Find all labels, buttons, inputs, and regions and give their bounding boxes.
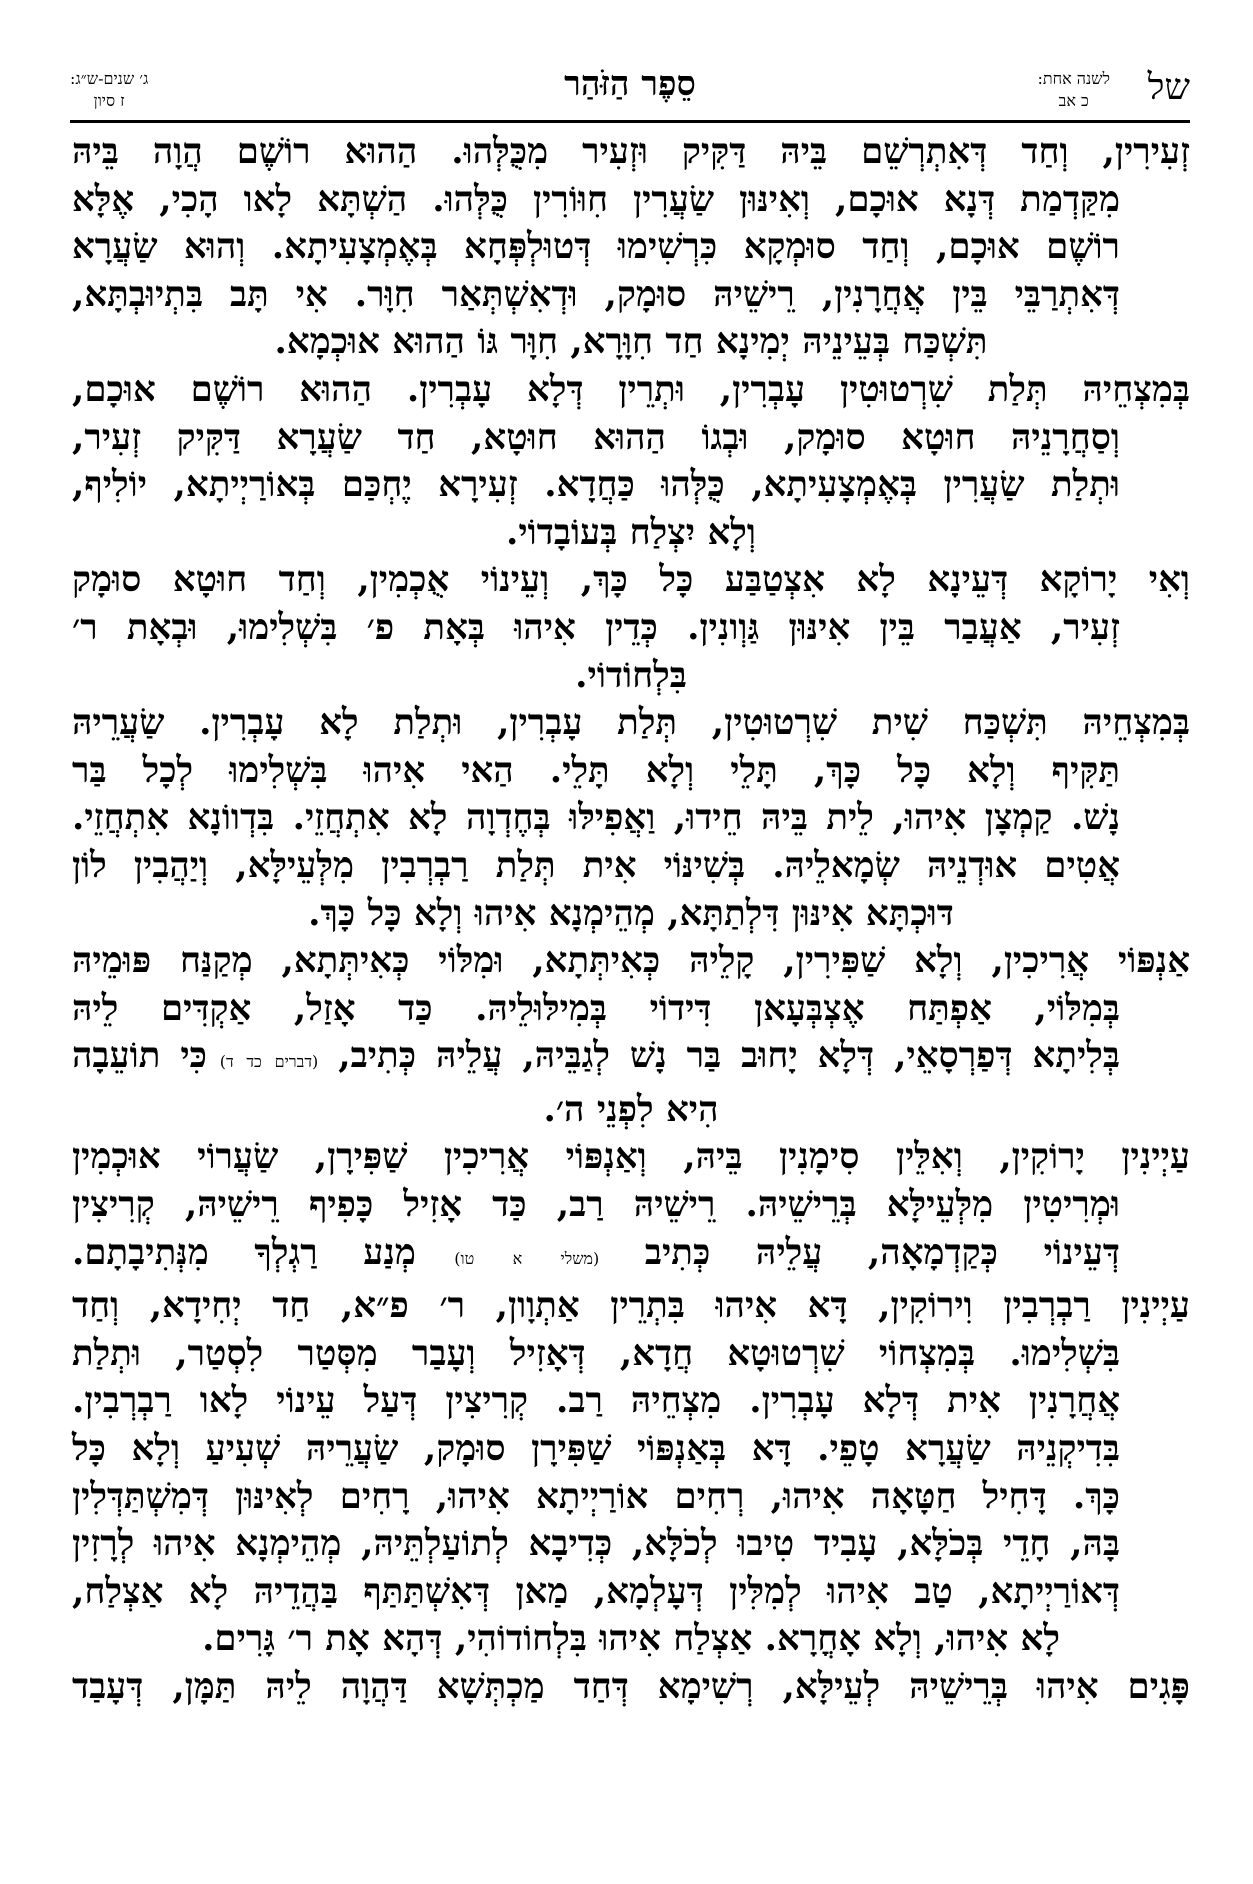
line-text: תַּקִּיף וְלָא כָּל כָּךְ, תָּלֵי וְלָא תָּלֵי. הַאי אִיהוּ בִּשְׁלִימוּ לְכָל בַּר xyxy=(72,749,1120,791)
text-line xyxy=(72,1086,1190,1134)
line-text: זְעִיר, אַעֲבַר בֵּין אִינּוּן גַּוְונִין. כְּדֵין אִיהוּ בְּאָת פ׳ בִּשְׁלִימוּ, וּבְאָת ר׳ xyxy=(72,606,1120,648)
text-line xyxy=(72,652,1190,700)
text-line xyxy=(72,223,1190,271)
text-body xyxy=(72,128,1190,1711)
book-title: סֵפֶר הַזֹּהַר xyxy=(564,64,696,104)
text-line xyxy=(72,414,1190,462)
text-line xyxy=(72,1229,1190,1283)
paragraph xyxy=(72,366,1190,556)
line-text: זְעִירִין, וְחַד דְּאִתְרְשֵׁם בֵּיהּ דַּקִּיק וּזְעִיר מִכֻּלְּהוּ. הַהוּא רוֹשֶׁם הֲוָה בֵּיהּ xyxy=(72,131,1190,172)
line-text: וְלָא יִצְלַח בְּעוֹבָדוֹי. xyxy=(506,511,756,553)
page-header xyxy=(70,60,1190,123)
header-corner-label: של xyxy=(1147,67,1190,108)
scripture-reference: (דברים כד ד) xyxy=(207,1052,319,1072)
paragraph xyxy=(72,937,1190,1133)
line-text: וּמְרִיטִין מִלְּעֵילָּא בְּרֵישֵׁיהּ. רֵישֵׁיהּ רַב, כַּד אָזִיל כָּפִיף רֵישֵׁיהּ, קְרִיצִין xyxy=(72,1184,1120,1226)
text-line xyxy=(72,1520,1190,1568)
text-line xyxy=(72,1032,1190,1086)
text-line xyxy=(72,1181,1190,1229)
line-text: דְּעֵינוֹי כְּקַדְמָאָה, עֲלֵיהּ כְּתִיב xyxy=(599,1231,1120,1273)
line-text: אֲחֲרָנִין אִית דְּלָא עָבְרִין. מִצְחֵיהּ רַב. קְרִיצִין דְּעַל עֵינוֹי לָאו רַבְרְבִין. xyxy=(72,1380,1120,1422)
text-line xyxy=(72,1330,1190,1378)
line-text: דְּאִתְרַבֵּי בֵּין אֲחֲרָנִין, רֵישֵׁיהּ סוּמָק, וּדְאִשְׁתְּאַר חִוָּר. אִי תָּב בִּתְיוּבְתָּא, xyxy=(72,273,1120,315)
text-line xyxy=(72,271,1190,319)
schedule-label: לשנה אחת: xyxy=(1037,69,1110,88)
paragraph xyxy=(72,1133,1190,1282)
schedule-date: כ אב xyxy=(1058,91,1089,110)
text-line xyxy=(72,176,1190,224)
text-line xyxy=(72,366,1190,414)
line-text: בְּמִצְחֵיהּ תְּלַת שִׁרְטוּטִין עָבְרִין, וּתְרֵין דְּלָא עָבְרִין. הַהוּא רוֹשֶׁם אוּכָם, xyxy=(72,368,1190,410)
study-schedule-three-years xyxy=(70,68,148,112)
line-text: עַיְינִין רַבְרְבִין וִירוֹקִין, דָּא אִיהוּ בִּתְרֵין אַתְוָון, ר׳ פ״א, חַד יְחִידָא, וְחַד xyxy=(72,1285,1190,1327)
text-line xyxy=(72,1568,1190,1616)
schedule-date: ז סיון xyxy=(93,91,125,110)
line-text: נָשׁ. קַמְצָן אִיהוּ, לֵית בֵּיהּ חֵידוּ, וַאֲפִילּוּ בְּחֶדְוָה לָא אִתְחֲזֵי. בִּדְווֹנָא אִתְחֲזֵי. xyxy=(72,797,1120,839)
line-text: עַיְינִין יָרוֹקִין, וְאִלֵּין סִימָנִין בֵּיהּ, וְאַנְפּוֹי אֲרִיכִין שַׁפִּירָן, שַׂעֲרוֹי אוּכְמִין xyxy=(72,1136,1190,1178)
line-text: וּתְלַת שַׂעֲרִין בְּאֶמְצָעִיתָא, כֻּלְּהוּ כַּחֲדָא. זְעִירָא יֶחְכַּם בְּאוֹרַיְיתָא, יוֹלִיף, xyxy=(72,464,1120,506)
text-line xyxy=(72,1663,1190,1711)
text-line xyxy=(72,509,1190,557)
text-line xyxy=(72,556,1190,604)
schedule-label: ג׳ שנים-ש״ג: xyxy=(70,69,149,88)
text-line xyxy=(72,1133,1190,1181)
text-line xyxy=(72,128,1190,176)
line-text: בִּדִיקְנֵיהּ שַׂעֲרָא טָפֵי. דָּא בְּאַנְפּוֹי שַׁפִּירָן סוּמָק, שַׂעֲרֵיהּ שְׁעִיעַ וְלָא כָּל xyxy=(72,1428,1120,1470)
text-line xyxy=(72,1377,1190,1425)
paragraph xyxy=(72,699,1190,937)
text-line xyxy=(72,318,1190,366)
text-line xyxy=(72,461,1190,509)
verse-quote: כִּי תוֹעֵבָה xyxy=(72,1035,207,1077)
line-text: בָּהּ, חָדֵי בְּכֹלָּא, עָבִיד טִיבוּ לְכֹלָּא, כְּדִיבָא לְתוֹעַלְתֵּיהּ, מְהֵימְנָא אִיהוּ לְרָזִין xyxy=(72,1523,1120,1565)
line-text: אַנְפּוֹי אֲרִיכִין, וְלָא שַׁפִּירִין, קָלֵיהּ כְּאִיתְּתָא, וּמִלּוֹי כְּאִיתְּתָא, מְקַנַּח פּוּמֵיהּ xyxy=(72,940,1190,982)
line-text: מִקַּדְמַת דְּנָא אוּכָם, וְאִינּוּן שַׂעֲרִין חִוּוֹרִין כֻּלְּהוּ. הַשְׁתָּא לָאו הָכִי, אֶלָּא xyxy=(72,178,1120,220)
line-text: בְּלִיתָא דְּפַרְסָאֵי, דְּלָא יָחוּב בַּר נָשׁ לְגַבֵּיהּ, עֲלֵיהּ כְּתִיב, xyxy=(318,1035,1121,1077)
line-text: לָא אִיהוּ, וְלָא אָחֳרָא. אַצְלַח אִיהוּ בִּלְחוֹדוֹהִי, דְּהָא אָת ר׳ גָּרִים. xyxy=(202,1618,1060,1660)
line-text: רוֹשֶׁם אוּכָם, וְחַד סוּמְקָא כִּרְשִׁימוּ דְּטוּלְפְּחָא בְּאֶמְצָעִיתָא. וְהוּא שַׂעֲרָא xyxy=(72,226,1120,268)
scripture-reference: (משלי א טו) xyxy=(415,1248,600,1268)
text-line xyxy=(72,1615,1190,1663)
text-line xyxy=(72,1473,1190,1521)
line-text: אֲטִים אוּדְנֵיהּ שְׂמָאלֵיהּ. בְּשִׁינּוֹי אִית תְּלַת רַבְרְבִין מִלְּעֵילָּא, וְיַהֲבִין לוֹן xyxy=(72,844,1120,886)
line-text: דּוּכְתָּא אִינּוּן דִּלְתַתָּא, מְהֵימְנָא אִיהוּ וְלָא כָּל כָּךְ. xyxy=(308,892,954,934)
text-line xyxy=(72,937,1190,985)
paragraph xyxy=(72,1663,1190,1711)
line-text: תִּשְׁכַּח בְּעֵינֵיהּ יְמִינָא חַד חִוָּרָא, חִוָּר גּוֹ הַהוּא אוּכְמָא. xyxy=(274,321,988,363)
text-line xyxy=(72,699,1190,747)
line-text: הִיא לִפְנֵי ה׳. xyxy=(543,1088,719,1130)
paragraph xyxy=(72,128,1190,366)
paragraph xyxy=(72,556,1190,699)
paragraph xyxy=(72,1282,1190,1663)
line-text: פָּגִים אִיהוּ בְּרֵישֵׁיהּ לְעֵילָּא, רְשִׁימָא דְּחַד מַכְתְּשָׁא דַּהֲוָה לֵיהּ תַּמָּן, דְּעָבַד xyxy=(72,1666,1190,1707)
line-text: בְּמִלּוֹי, אַפְתַּח אֶצְבְּעָאן דִּידוֹי בְּמִילּוּלֵיהּ. כַּד אָזַל, אַקְדִּים לֵיהּ xyxy=(72,987,1120,1029)
line-text: וְסַחֲרָנֵיהּ חוּטָא סוּמָק, וּבְגוֹ הַהוּא חוּטָא, חַד שַׂעֲרָא דַּקִּיק זְעִיר, xyxy=(72,416,1120,458)
line-text: בִּשְׁלִימוּ. בְּמִצְחוֹי שִׁרְטוּטָא חֲדָא, דְּאָזִיל וְעָבַר מִסְּטַר לִסְטַר, וּתְלַת xyxy=(72,1332,1120,1374)
text-line xyxy=(72,842,1190,890)
text-line xyxy=(72,604,1190,652)
text-line xyxy=(72,1425,1190,1473)
text-line xyxy=(72,747,1190,795)
line-text: כָּךְ. דָּחִיל חַטָּאָה אִיהוּ, רְחִים אוֹרַיְיתָא אִיהוּ, רָחִים לְאִינּוּן דְּמִשְׁתַּדְּלִין xyxy=(72,1475,1120,1517)
verse-quote: מְנַע רַגְלְךָ מִנְּתִיבָתָם. xyxy=(72,1231,416,1273)
line-text: דְּאוֹרַיְיתָא, טַב אִיהוּ לְמִלִּין דְּעָלְמָא, מַאן דְּאִשְׁתַּתַּף בַּהֲדֵיהּ לָא אַצְלַח, xyxy=(72,1570,1120,1612)
text-line xyxy=(72,794,1190,842)
line-text: בְּמִצְחֵיהּ תִּשְׁכַּח שִׁית שִׁרְטוּטִין, תְּלַת עָבְרִין, וּתְלַת לָא עָבְרִין. שַׂעֲרֵיהּ xyxy=(72,702,1190,744)
line-text: וְאִי יָרוֹקָא דְּעֵינָא לָא אִצְטַבַּע כָּל כָּךְ, וְעֵינוֹי אֻכְמִין, וְחַד חוּטָא סוּמָק xyxy=(72,559,1190,601)
line-text: בִּלְחוֹדוֹי. xyxy=(575,654,687,696)
text-line xyxy=(72,1282,1190,1330)
text-line xyxy=(72,890,1190,938)
text-line xyxy=(72,985,1190,1033)
